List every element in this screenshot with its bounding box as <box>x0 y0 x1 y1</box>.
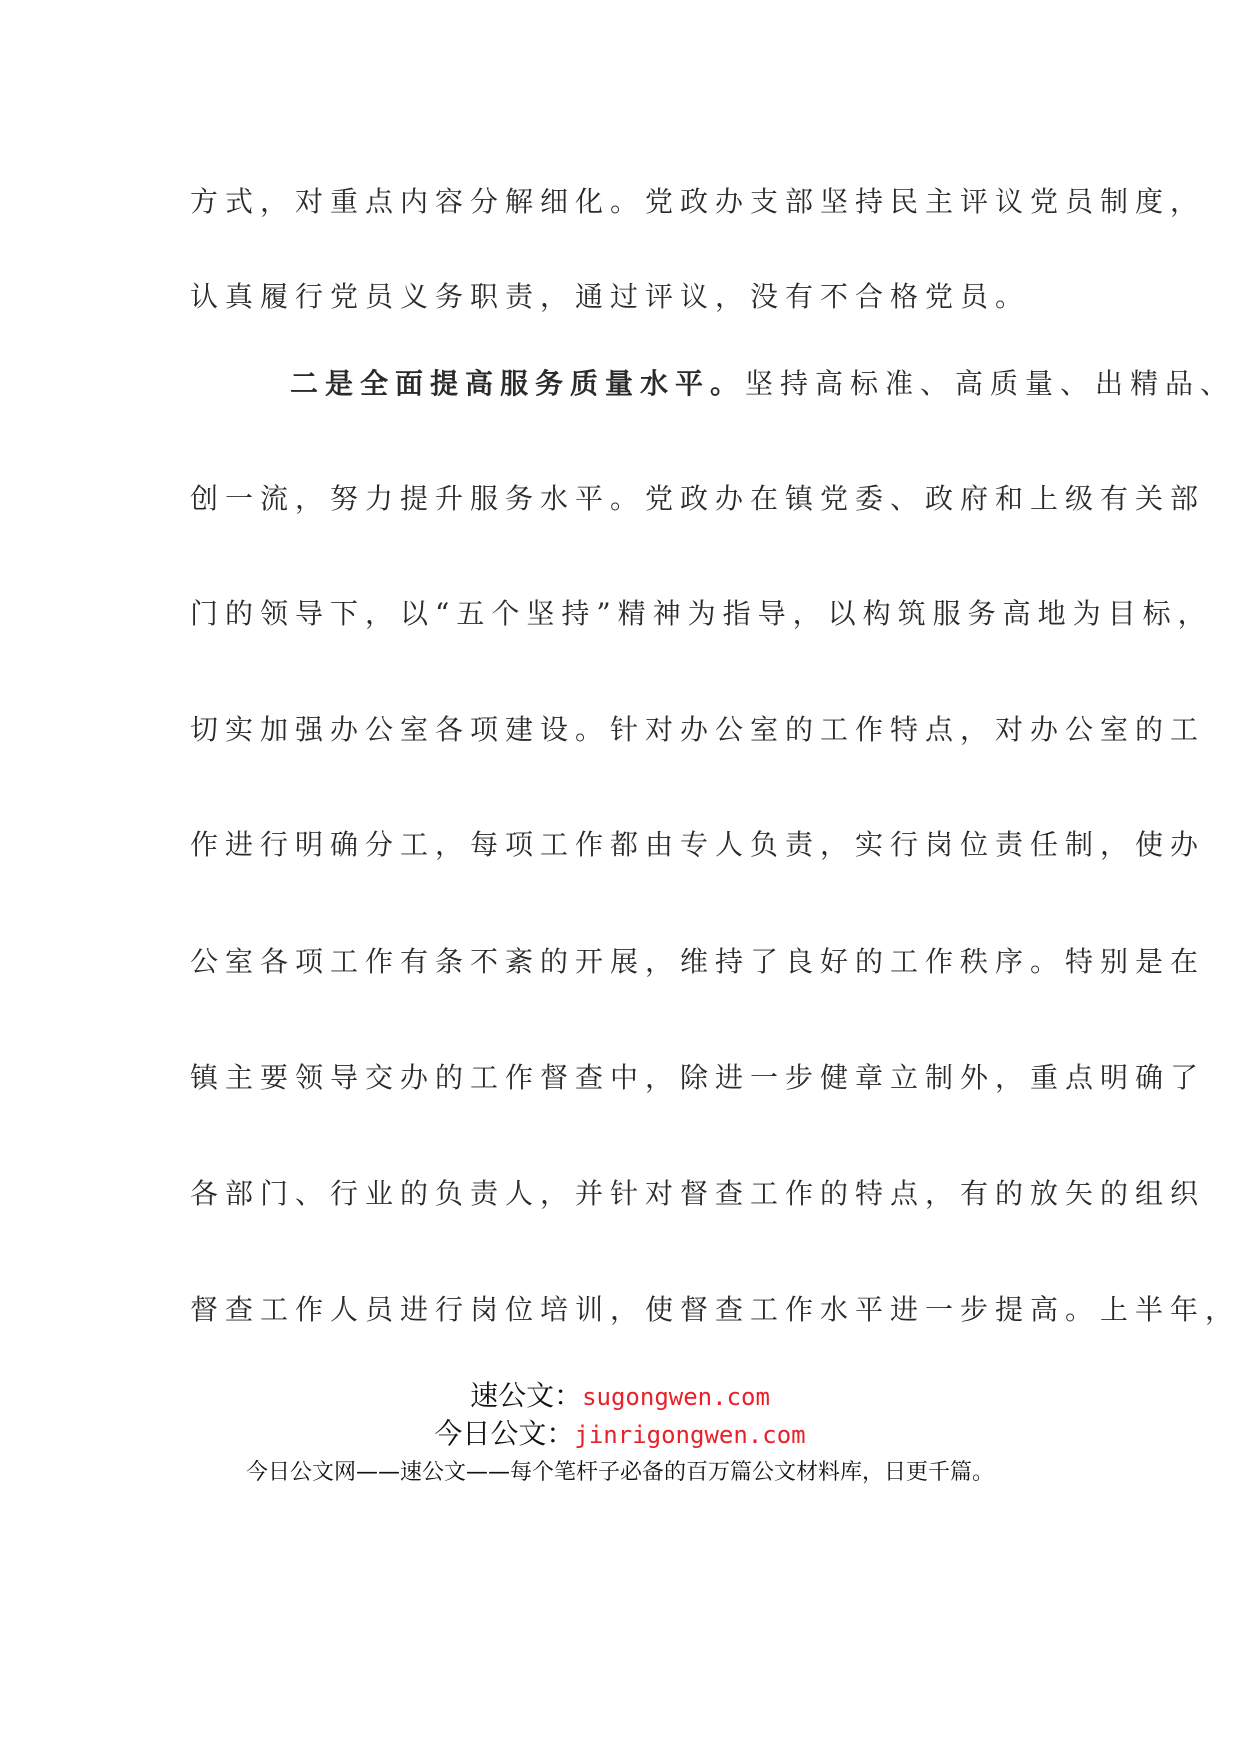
paragraph-2-first-line <box>290 364 1236 404</box>
sugongwen-link[interactable]: sugongwen.com <box>582 1383 770 1411</box>
paragraph-2-heading: 二是全面提高服务质量水平。 <box>290 367 746 400</box>
body-line: 公室各项工作有条不紊的开展，维持了良好的工作秩序。特别是在 <box>190 945 1206 978</box>
body-line: 认真履行党员义务职责，通过评议，没有不合格党员。 <box>190 280 1031 313</box>
body-line: 门的领导下，以“五个坚持”精神为指导，以构筑服务高地为目标， <box>190 597 1213 630</box>
footer-jinrigongwen <box>0 1416 1240 1453</box>
footer-label: 速公文： <box>470 1379 583 1412</box>
body-line: 方式，对重点内容分解细化。党政办支部坚持民主评议党员制度， <box>190 185 1206 218</box>
jinrigongwen-link[interactable]: jinrigongwen.com <box>574 1421 806 1449</box>
body-line: 各部门、行业的负责人，并针对督查工作的特点，有的放矢的组织 <box>190 1177 1206 1210</box>
paragraph-2-text: 坚持高标准、高质量、出精品、 <box>745 367 1236 400</box>
footer-label: 今日公文： <box>434 1417 575 1450</box>
body-line: 切实加强办公室各项建设。针对办公室的工作特点，对办公室的工 <box>190 713 1206 746</box>
body-line: 镇主要领导交办的工作督查中，除进一步健章立制外，重点明确了 <box>190 1061 1206 1094</box>
body-line: 作进行明确分工，每项工作都由专人负责，实行岗位责任制，使办 <box>190 828 1206 861</box>
body-line: 创一流，努力提升服务水平。党政办在镇党委、政府和上级有关部 <box>190 482 1206 515</box>
footer-sugongwen <box>0 1378 1240 1415</box>
body-line: 督查工作人员进行岗位培训，使督查工作水平进一步提高。上半年， <box>190 1293 1240 1326</box>
footer-tagline: 今日公文网——速公文——每个笔杆子必备的百万篇公文材料库，日更千篇。 <box>245 1460 994 1485</box>
